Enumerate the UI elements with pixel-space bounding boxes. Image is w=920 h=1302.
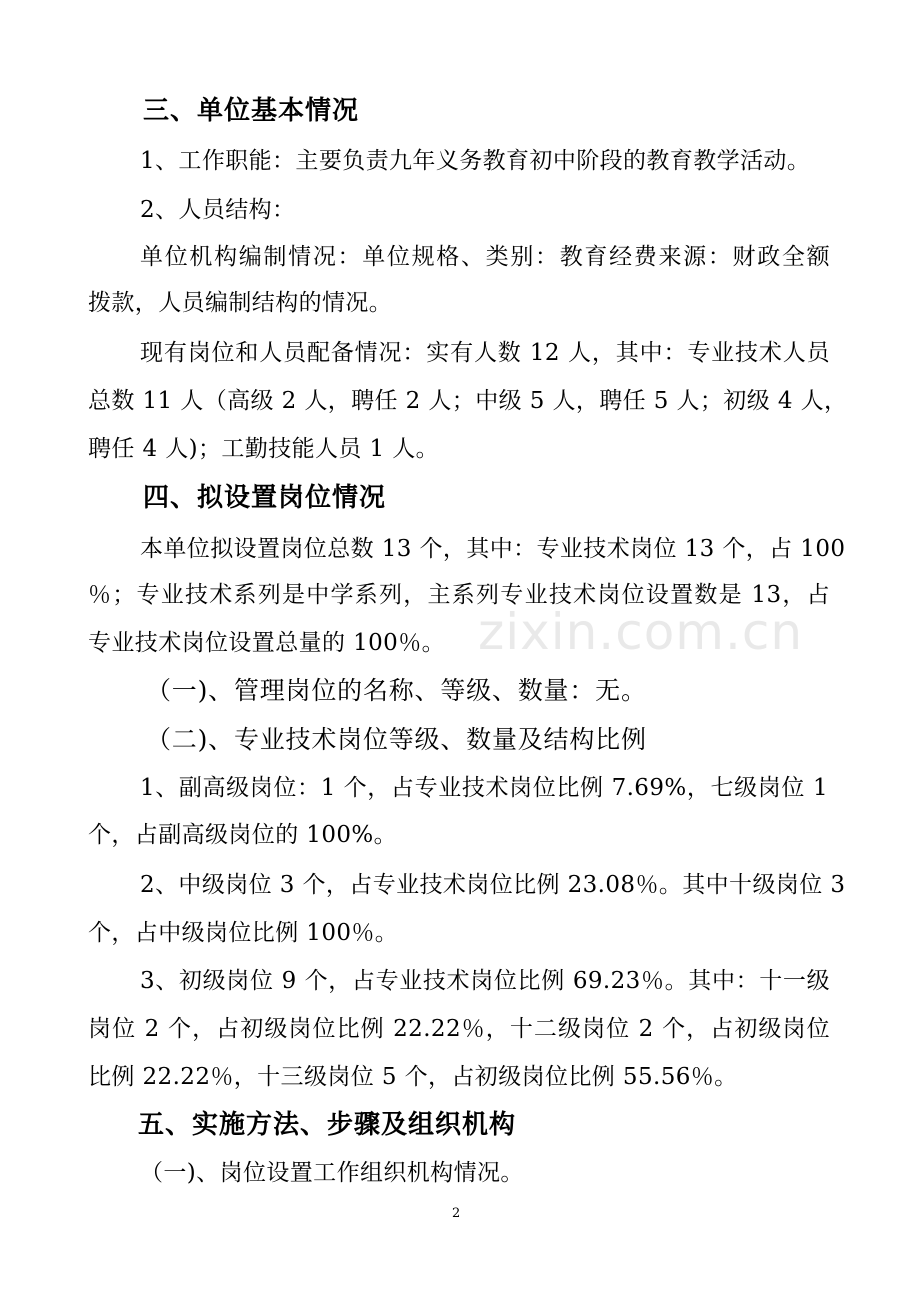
subsection-heading: （一)、岗位设置工作组织机构情况。 xyxy=(140,1160,524,1186)
paragraph-line: 个，占中级岗位比例 100％。 xyxy=(88,920,399,946)
paragraph-line: 单位机构编制情况：单位规格、类别：教育经费来源：财政全额 xyxy=(140,244,830,270)
paragraph-line: ％；专业技术系列是中学系列，主系列专业技术岗位设置数是 13，占 xyxy=(88,582,830,608)
section-5-heading: 五、实施方法、步骤及组织机构 xyxy=(138,1110,517,1140)
section-4-heading: 四、拟设置岗位情况 xyxy=(143,483,387,513)
paragraph-line: 个，占副高级岗位的 100%。 xyxy=(88,822,398,848)
paragraph-line: 岗位 2 个，占初级岗位比例 22.22％，十二级岗位 2 个，占初级岗位 xyxy=(88,1016,830,1042)
paragraph-line: 2、中级岗位 3 个，占专业技术岗位比例 23.08％。其中十级岗位 3 xyxy=(140,872,846,898)
paragraph-line: 现有岗位和人员配备情况：实有人数 12 人，其中：专业技术人员 xyxy=(140,340,830,366)
page-number: 2 xyxy=(452,1206,461,1221)
paragraph-line: 2、人员结构： xyxy=(140,197,296,223)
paragraph-line: 本单位拟设置岗位总数 13 个，其中：专业技术岗位 13 个，占 100 xyxy=(140,536,846,562)
paragraph-line: 聘任 4 人)；工勤技能人员 1 人。 xyxy=(88,436,440,462)
watermark: zixin.com.cn xyxy=(478,603,804,661)
paragraph-line: 专业技术岗位设置总量的 100％。 xyxy=(88,630,446,656)
paragraph-line: 比例 22.22％，十三级岗位 5 个，占初级岗位比例 55.56％。 xyxy=(88,1064,738,1090)
paragraph-line: 总数 11 人（高级 2 人，聘任 2 人；中级 5 人，聘任 5 人；初级 4 人， xyxy=(88,388,848,414)
paragraph-line: 拨款，人员编制结构的情况。 xyxy=(88,290,393,316)
section-3-heading: 三、单位基本情况 xyxy=(143,96,360,126)
subsection-heading: （一)、管理岗位的名称、等级、数量：无。 xyxy=(146,676,647,705)
paragraph-line: 1、副高级岗位：1 个，占专业技术岗位比例 7.69%，七级岗位 1 xyxy=(140,775,828,801)
paragraph-line: 1、工作职能：主要负责九年义务教育初中阶段的教育教学活动。 xyxy=(140,148,811,174)
paragraph-line: 3、初级岗位 9 个，占专业技术岗位比例 69.23％。其中：十一级 xyxy=(140,968,830,994)
subsection-heading: （二)、专业技术岗位等级、数量及结构比例 xyxy=(146,725,647,754)
